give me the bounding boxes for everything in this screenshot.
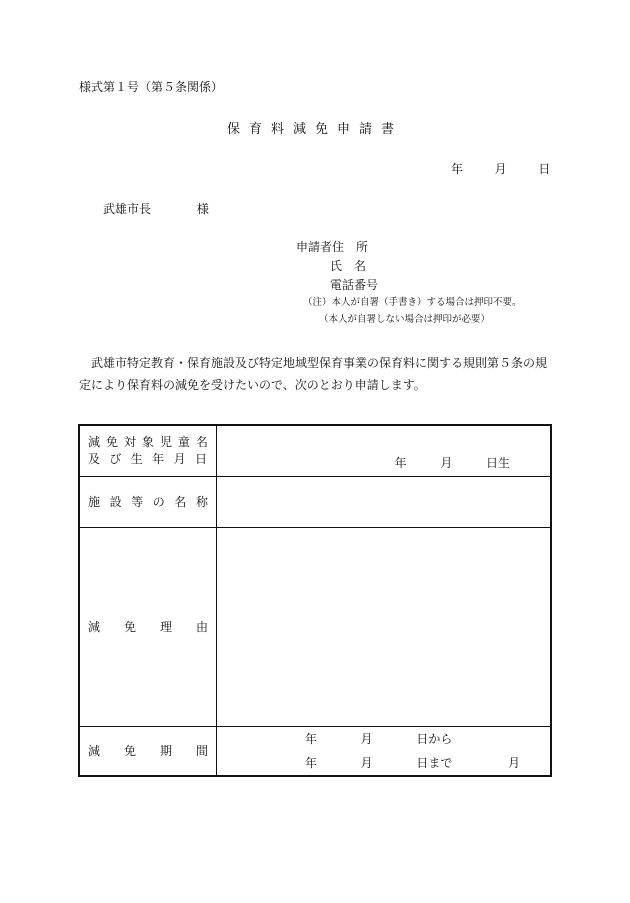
- addressee-honorific: 様: [196, 202, 209, 216]
- child-label-line2: [88, 451, 208, 468]
- facility-label-char: の: [152, 495, 165, 509]
- child-label-char: び: [109, 451, 122, 466]
- applicant-address-label: 申請者住 所: [296, 240, 369, 254]
- period-to-month: 月: [360, 755, 373, 770]
- period-from-year: 年: [305, 731, 318, 746]
- period-label-char: 間: [195, 744, 208, 759]
- child-label-char: 及: [88, 451, 101, 466]
- addressee: [103, 203, 209, 215]
- child-label-char: 名: [195, 434, 208, 449]
- child-value-cell[interactable]: [217, 425, 552, 476]
- birth-date: [395, 454, 510, 471]
- period-to-day: 日まで: [416, 755, 453, 770]
- child-label-char: 免: [105, 434, 118, 449]
- row-period: [79, 726, 551, 776]
- period-from-month: 月: [360, 731, 373, 746]
- child-label-char: 童: [177, 434, 190, 449]
- period-months: 月: [508, 755, 521, 770]
- reason-value-cell[interactable]: [217, 527, 552, 726]
- period-label-char: 減: [88, 744, 101, 759]
- document-title: 保育料減免申請書: [226, 122, 403, 137]
- facility-label-char: 等: [131, 495, 144, 509]
- birth-month-label: 月: [440, 455, 453, 470]
- child-label-line1: [88, 434, 208, 451]
- reason-label-char: 理: [159, 620, 172, 634]
- period-label: [79, 726, 217, 776]
- child-label-char: 月: [173, 451, 186, 466]
- period-from-day: 日から: [416, 731, 453, 746]
- facility-label-char: 施: [88, 495, 101, 509]
- seal-note-1: （注）本人が自署（手書き）する場合は押印不要。: [303, 297, 522, 308]
- reason-label-char: 免: [123, 620, 136, 634]
- child-label-char: 対: [123, 434, 136, 449]
- addressee-name: 武雄市長: [103, 202, 152, 216]
- period-value-cell[interactable]: [217, 726, 552, 776]
- date-day-label: 日: [538, 162, 551, 176]
- row-facility: [79, 476, 551, 527]
- application-date: [451, 163, 550, 175]
- date-year-label: 年: [451, 162, 464, 176]
- reason-label-char: 由: [195, 620, 208, 634]
- row-reason: [79, 527, 551, 726]
- seal-note-2: （本人が自署しない場合は押印が必要）: [319, 314, 491, 325]
- child-label-char: 日: [194, 451, 207, 466]
- applicant-name-label: 氏 名: [330, 259, 367, 273]
- birth-year-label: 年: [394, 455, 407, 470]
- application-table: [78, 424, 552, 777]
- child-label-char: 象: [141, 434, 154, 449]
- application-statement: 武雄市特定教育・保育施設及び特定地域型保育事業の保育料に関する規則第５条の規定により保育料の減免を受けたいので、次のとおり申請します。: [79, 356, 548, 392]
- child-label-char: 年: [152, 451, 165, 466]
- reason-label: [79, 527, 217, 726]
- date-month-label: 月: [494, 162, 507, 176]
- birth-day-label: 日生: [485, 455, 510, 470]
- facility-label-char: 称: [195, 495, 208, 509]
- facility-label: [79, 476, 217, 527]
- applicant-phone-label: 電話番号: [330, 278, 379, 292]
- period-from: [217, 727, 550, 751]
- row-child: [79, 425, 551, 476]
- form-number: 様式第１号（第５条関係）: [79, 80, 224, 94]
- period-to: [217, 751, 550, 775]
- facility-value-cell[interactable]: [217, 476, 552, 527]
- facility-label-char: 名: [174, 495, 187, 509]
- reason-label-char: 減: [88, 620, 101, 634]
- child-label-char: 減: [88, 434, 101, 449]
- period-label-char: 期: [159, 744, 172, 759]
- period-to-year: 年: [305, 755, 318, 770]
- child-label-char: 生: [130, 451, 143, 466]
- child-label: [79, 425, 217, 476]
- child-label-char: 児: [159, 434, 172, 449]
- period-label-char: 免: [123, 744, 136, 759]
- facility-label-char: 設: [109, 495, 122, 509]
